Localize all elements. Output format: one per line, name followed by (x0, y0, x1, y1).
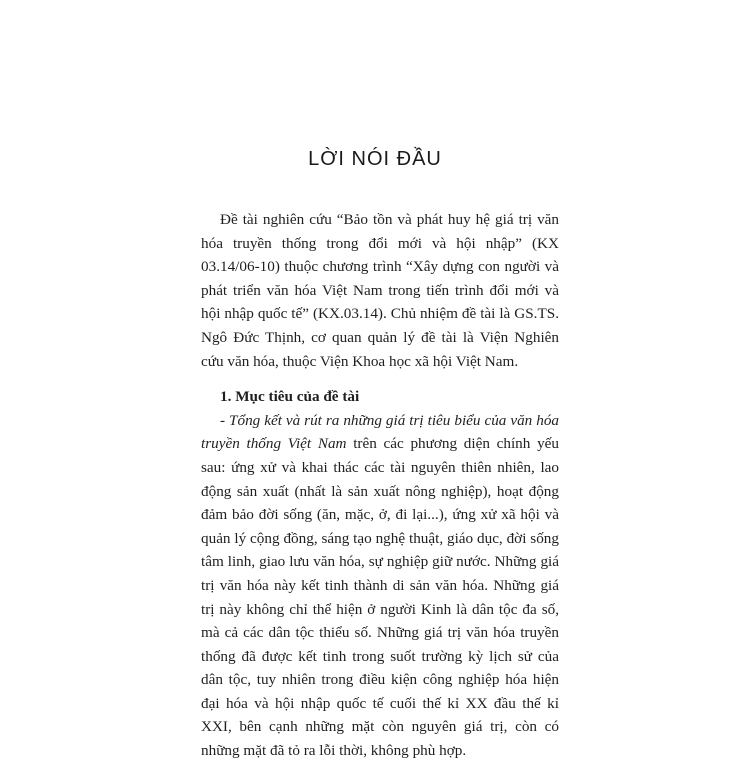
list-dash: - (220, 411, 230, 429)
objective-lead: Tổng kết và rút ra những giá trị tiêu biểu của văn hóa truyền thống Việt Nam (201, 411, 560, 453)
objective-paragraph (201, 409, 559, 763)
objective-text: trên các phương diện chính yếu sau: ứng xử và khai thác các tài nguyên thiên nhiên, lao động sản xuất (nhất là sản xuất nông nghiệp), hoạt động đảm bảo đời sống (ăn, mặc, ở, đi lại...), ứng xử xã hội và quản lý cộng đồng, sáng tạo nghệ thuật, giáo dục, đời sống tâm linh, giao lưu văn hóa, sự nghiệp giữ nước. Những giá trị văn hóa này kết tinh thành di sản văn hóa. Những giá trị này không chỉ thể hiện ở người Kinh là dân tộc đa số, mà cả các dân tộc thiểu số. Những giá trị văn hóa truyền thống đã được kết tinh trong suốt trường kỳ lịch sử của dân tộc, tuy nhiên trong điều kiện công nghiệp hóa hiện đại hóa và hội nhập quốc tế cuối thế kỉ XX đầu thế kỉ XXI, bên cạnh những mặt còn nguyên giá trị, còn có những mặt đã tỏ ra lỗi thời, không phù hợp. (201, 435, 559, 760)
intro-paragraph: Đề tài nghiên cứu “Bảo tồn và phát huy hệ giá trị văn hóa truyền thống trong đổi mới và hội nhập” (KX 03.14/06-10) thuộc chương trình “Xây dựng con người và phát triển văn hóa Việt Nam trong tiến trình đổi mới và hội nhập quốc tế” (KX.03.14). Chủ nhiệm đề tài là GS.TS. Ngô Đức Thịnh, cơ quan quản lý đề tài là Viện Nghiên cứu văn hóa, thuộc Viện Khoa học xã hội Việt Nam. (201, 211, 559, 370)
page-title: LỜI NÓI ĐẦU (308, 148, 442, 170)
document-body (201, 208, 559, 763)
section-heading: 1. Mục tiêu của đề tài (220, 388, 360, 406)
